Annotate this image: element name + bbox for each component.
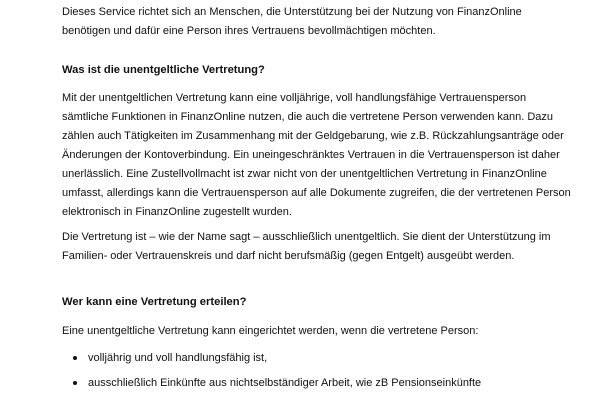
section-paragraph-conditions: Eine unentgeltliche Vertretung kann eingerichtet werden, wenn die vertretene Person: <box>62 325 479 337</box>
list-item <box>62 349 572 368</box>
section-paragraph-definition: Mit der unentgeltlichen Vertretung kann eine volljährige, voll handlungsfähige Vertrauensperson sämtliche Funktionen in FinanzOnline nutzen, die auch die vertretene Person verwenden kann. Dazu zählen auch Tätigkeiten im Zusammenhang mit der Geldgebarung, wie z.B. Rückzahlungsanträge oder Änderungen der Kontoverbindung. Ein uneingeschränktes Vertrauen in die Vertrauensperson ist daher unerlässlich. Eine Zustellvollmacht ist zwar nicht von der unentgeltlichen Vertretung in FinanzOnline umfasst, allerdings kann die Vertrauensperson auf alle Dokumente zugreifen, die der vertretenen Person elektronisch in FinanzOnline zugestellt wurden. <box>62 92 571 218</box>
intro-paragraph: Dieses Service richtet sich an Menschen, die Unterstützung bei der Nutzung von FinanzOnline benötigen und dafür eine Person ihres Vertrauens bevollmächtigen möchten. <box>62 6 522 37</box>
list-item <box>62 374 572 393</box>
bullet-dot-icon <box>73 356 77 360</box>
document-page <box>0 3 600 403</box>
section-heading-who-can: Wer kann eine Vertretung erteilen? <box>62 296 247 308</box>
conditions-list <box>62 349 572 393</box>
bullet-dot-icon <box>73 381 77 385</box>
list-item-text: volljährig und voll handlungsfähig ist, <box>88 352 268 364</box>
section-paragraph-free-of-charge: Die Vertretung ist – wie der Name sagt – ausschließlich unentgeltlich. Sie dient der Unterstützung im Familien- oder Vertrauenskreis und darf nicht berufsmäßig (gegen Entgelt) ausgeübt werden. <box>62 231 551 262</box>
list-item-text: ausschließlich Einkünfte aus nichtselbständiger Arbeit, wie zB Pensionseinkünfte <box>88 377 482 389</box>
section-heading-what-is: Was ist die unentgeltliche Vertretung? <box>62 64 265 76</box>
